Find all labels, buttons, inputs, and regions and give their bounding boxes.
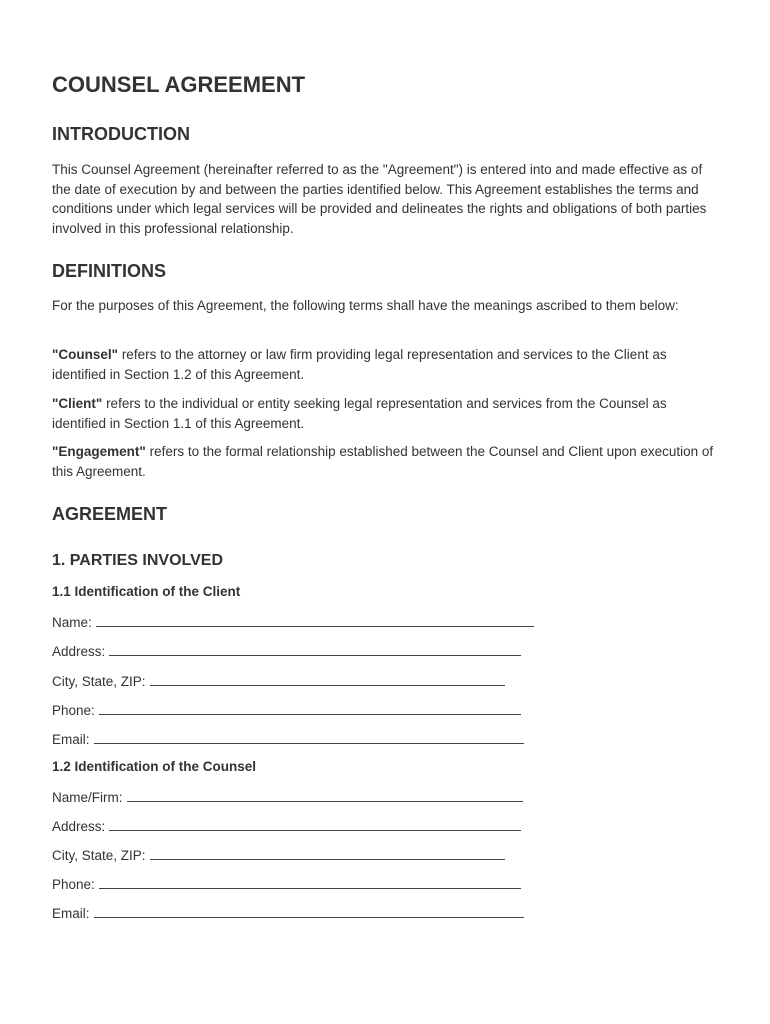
definition-engagement <box>52 442 720 481</box>
field-label: Phone: <box>52 703 95 718</box>
client-name-blank[interactable] <box>96 613 534 627</box>
introduction-heading: INTRODUCTION <box>52 124 190 144</box>
field-label: Name: <box>52 615 92 630</box>
client-city-state-zip-blank[interactable] <box>150 672 505 686</box>
client-phone-blank[interactable] <box>99 701 521 715</box>
definition-text: refers to the attorney or law firm providing legal representation and services to the Client as identified in Section 1.2 of this Agreement. <box>52 347 667 382</box>
counsel-email-field[interactable] <box>52 904 524 923</box>
field-label: Phone: <box>52 877 95 892</box>
field-label: Name/Firm: <box>52 790 123 805</box>
client-email-blank[interactable] <box>94 730 524 744</box>
definition-text: refers to the formal relationship established between the Counsel and Client upon execution of this Agreement. <box>52 444 714 479</box>
field-label: Email: <box>52 732 90 747</box>
field-label: City, State, ZIP: <box>52 848 146 863</box>
parties-involved-heading: 1. PARTIES INVOLVED <box>52 552 223 569</box>
counsel-email-blank[interactable] <box>94 904 524 918</box>
client-phone-field[interactable] <box>52 701 521 720</box>
field-label: City, State, ZIP: <box>52 674 146 689</box>
client-address-field[interactable] <box>52 642 521 661</box>
client-city-state-zip-field[interactable] <box>52 672 505 691</box>
definitions-heading: DEFINITIONS <box>52 261 167 281</box>
definition-term: "Engagement" <box>52 444 146 459</box>
client-address-blank[interactable] <box>109 642 521 656</box>
counsel-phone-blank[interactable] <box>99 875 521 889</box>
client-email-field[interactable] <box>52 730 524 749</box>
field-label: Address: <box>52 819 106 834</box>
client-identification-heading: 1.1 Identification of the Client <box>52 584 241 599</box>
definition-term: "Client" <box>52 396 103 411</box>
definition-counsel <box>52 345 720 384</box>
counsel-city-state-zip-field[interactable] <box>52 846 505 865</box>
counsel-name-firm-blank[interactable] <box>127 788 523 802</box>
definition-text: refers to the individual or entity seeking legal representation and services from the Counsel as identified in Section 1.1 of this Agreement. <box>52 396 667 431</box>
document-title: COUNSEL AGREEMENT <box>52 72 306 97</box>
definition-term: "Counsel" <box>52 347 119 362</box>
definitions-intro: For the purposes of this Agreement, the following terms shall have the meanings ascribed to them below: <box>52 298 679 313</box>
counsel-address-blank[interactable] <box>109 817 521 831</box>
client-name-field[interactable] <box>52 613 534 632</box>
counsel-address-field[interactable] <box>52 817 521 836</box>
agreement-heading: AGREEMENT <box>52 504 168 524</box>
field-label: Address: <box>52 644 106 659</box>
counsel-city-state-zip-blank[interactable] <box>150 846 505 860</box>
counsel-name-firm-field[interactable] <box>52 788 523 807</box>
introduction-text: This Counsel Agreement (hereinafter referred to as the "Agreement") is entered into and made effective as of the date of execution by and between the parties identified below. This Agreement establishes the terms and conditions under which legal services will be provided and delineates the rights and obligations of both parties involved in this professional relationship. <box>52 162 707 236</box>
field-label: Email: <box>52 906 90 921</box>
counsel-phone-field[interactable] <box>52 875 521 894</box>
definition-client <box>52 394 720 433</box>
counsel-identification-heading: 1.2 Identification of the Counsel <box>52 759 257 774</box>
